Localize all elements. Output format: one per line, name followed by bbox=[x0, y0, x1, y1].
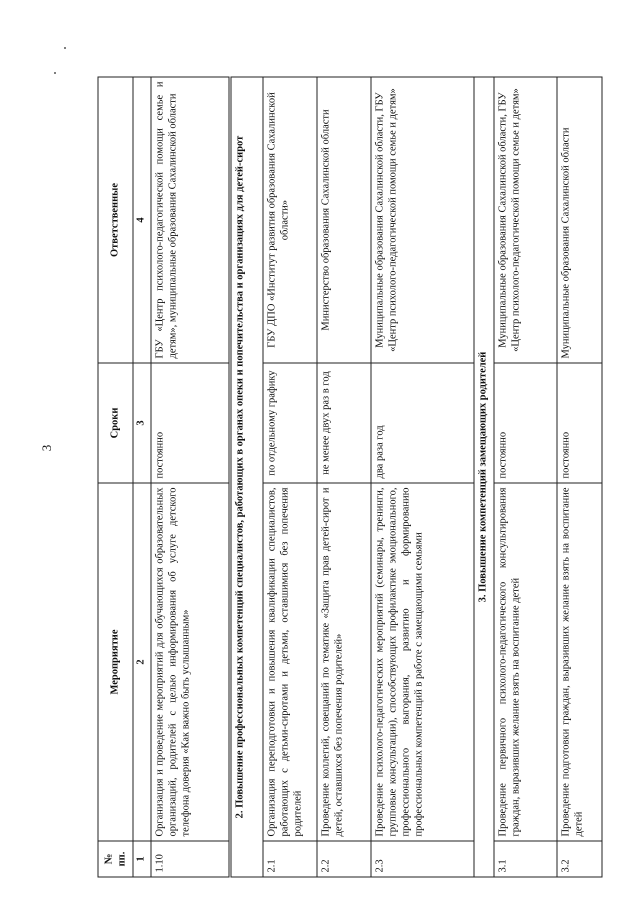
table-row bbox=[151, 77, 229, 877]
row-event: Проведение коллегий, совещаний по тематике «Защита прав детей-сирот и детей, оставшихся без попечения родителей» bbox=[317, 483, 371, 841]
column-number-row bbox=[133, 77, 151, 877]
row-term: постоянно bbox=[151, 363, 229, 483]
events-table bbox=[98, 77, 603, 878]
row-responsible: Муниципальные образования Сахалинской области, ГБУ «Центр психолого-педагогической помощи семье и детям» bbox=[494, 77, 557, 363]
header-row bbox=[98, 77, 133, 877]
table-row bbox=[317, 77, 371, 877]
row-num: 1.10 bbox=[151, 841, 229, 877]
header-num: № пп. bbox=[98, 841, 133, 877]
row-num: 2.2 bbox=[317, 841, 371, 877]
header-event: Мероприятие bbox=[98, 483, 133, 841]
row-num: 3.1 bbox=[494, 841, 557, 877]
row-term: постоянно bbox=[494, 363, 557, 483]
header-term: Сроки bbox=[98, 363, 133, 483]
row-term: по отдельному графику bbox=[263, 363, 317, 483]
row-responsible: Муниципальные образования Сахалинской области, ГБУ «Центр психолого-педагогической помощи семье и детям» bbox=[371, 77, 474, 363]
row-responsible: Министерство образования Сахалинской области bbox=[317, 77, 371, 363]
row-term: не менее двух раз в год bbox=[317, 363, 371, 483]
column-number: 2 bbox=[133, 483, 151, 841]
row-event: Организация и проведение мероприятий для обучающихся образовательных организаций, родителей с целью информирования об услуге детского телефона доверия «Как важно быть услышанным» bbox=[151, 483, 229, 841]
row-responsible: ГБУ ДПО «Институт развития образования Сахалинской области» bbox=[263, 77, 317, 363]
scan-speck bbox=[64, 47, 66, 49]
section-3-row bbox=[474, 77, 494, 877]
scan-speck bbox=[54, 72, 56, 74]
rotated-table-container bbox=[98, 78, 603, 878]
row-num: 3.2 bbox=[557, 841, 602, 877]
section-2-title: 2. Повышение профессиональных компетенций специалистов, работающих в органах опеки и попечительства и организациях для детей-сирот bbox=[230, 77, 264, 877]
table-row bbox=[494, 77, 557, 877]
header-responsible: Ответственные bbox=[98, 77, 133, 363]
row-responsible: ГБУ «Центр психолого-педагогической помощи семье и детям», муниципальные образования Сахалинской области bbox=[151, 77, 229, 363]
row-event: Проведение первичного психолого-педагогического консультирования граждан, выразивших желание взять на воспитание детей bbox=[494, 483, 557, 841]
table-row bbox=[263, 77, 317, 877]
column-number: 4 bbox=[133, 77, 151, 363]
table-row bbox=[557, 77, 602, 877]
section-2-row bbox=[230, 77, 264, 877]
column-number: 1 bbox=[133, 841, 151, 877]
row-responsible: Муниципальные образования Сахалинской области bbox=[557, 77, 602, 363]
row-num: 2.3 bbox=[371, 841, 474, 877]
column-number: 3 bbox=[133, 363, 151, 483]
section-3-title: 3. Повышение компетенций замещающих родителей bbox=[474, 77, 494, 877]
row-term: постоянно bbox=[557, 363, 602, 483]
row-num: 2.1 bbox=[263, 841, 317, 877]
row-term: два раза год bbox=[371, 363, 474, 483]
row-event: Проведение психолого-педагогических мероприятий (семинары, тренинги, групповые консультации), способствующих профилактике эмоционального, профессионального выгорания, развитию и формированию профессиональных компетенций в работе с замещающими семьями bbox=[371, 483, 474, 841]
page-number: 3 bbox=[39, 444, 54, 452]
row-event: Проведение подготовки граждан, выразивших желание взять на воспитание детей bbox=[557, 483, 602, 841]
row-event: Организация переподготовки и повышения квалификации специалистов, работающих с детьми-сиротами и детьми, оставшимися без попечения родителей bbox=[263, 483, 317, 841]
table-row bbox=[371, 77, 474, 877]
